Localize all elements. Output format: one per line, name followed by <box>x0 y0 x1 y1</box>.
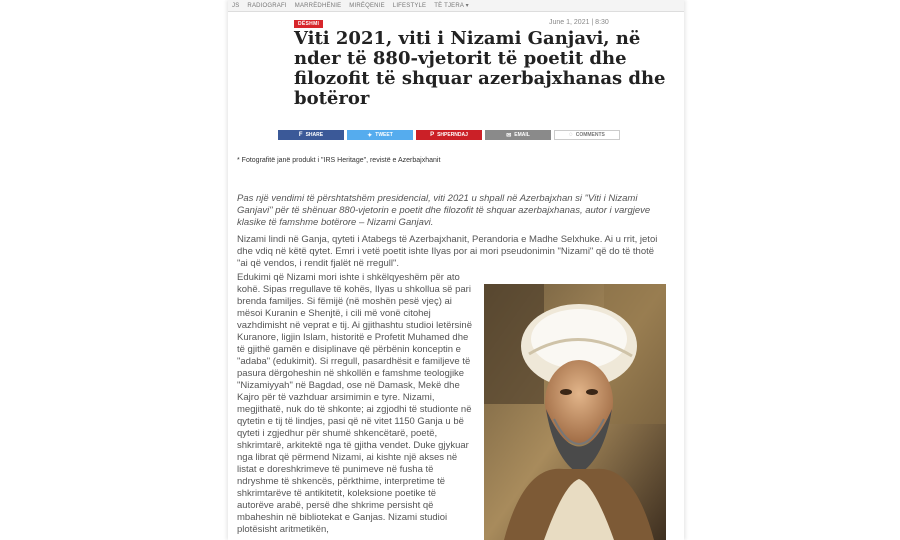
email-icon: ✉ <box>506 132 512 139</box>
nav-item-js[interactable]: JS <box>232 2 240 9</box>
pinterest-share-label: SHPERNDAJ <box>437 132 468 138</box>
nav-item-marredhenie[interactable]: MARRËDHËNIE <box>294 2 342 9</box>
comments-label: COMMENTS <box>575 132 605 138</box>
email-share-label: EMAIL <box>514 132 530 138</box>
nav-item-lifestyle[interactable]: LIFESTYLE <box>392 2 427 9</box>
nav-item-radiografi[interactable]: RADIOGRAFI <box>247 2 287 9</box>
facebook-share-button[interactable] <box>278 130 344 140</box>
article-paragraph-2: Edukimi që Nizami mori ishte i shkëlqyeshëm për ato kohë. Sipas rregullave të kohës, Ilyas u shkollua së pari brenda familjes. Si fëmijë (në moshën pesë vjeç) ai mësoi Kuranin e Shenjtë, i cili më vonë citohej vazhdimisht në veprat e tij. Ai gjithashtu studioi letërsinë Kuranore, ligjin Islam, historitë e Profetit Muhamed dhe të gjithë gamën e disiplinave që përbënin konceptin e "adaba" (edukimit). Si rregull, pasardhësit e familjeve të pasura dërgoheshin në shkollën e famshme teologjike "Nizamiyyah" në Bagdad, ose në Damask, Mekë dhe Kajro për të vazhduar arsimimin e tyre. Nizami, megjithatë, nuk do të shkonte; ai zgjodhi të studionte në qytetin e tij të lindjes, pasi që në vitet 1150 Ganja u bë qyteti i zgjedhur për shumë shkencëtarë, poetë, shkrimtarë, arkitektë nga të gjitha vendet. Duke gjykuar nga librat që përmend Nizami, ai kishte një akses në listat e doreshkrimeve të punimeve në fusha të ndryshme të shkencës, përkthime, interpretime të shkrimtarëve të antikitetit, koleksione poetike të autorëve arabë, persë dhe shkrime persisht që mbaheshin në bibliotekat e Ganjas. Nizami studioi plotësisht aritmetikën, <box>237 272 472 535</box>
comments-button[interactable] <box>554 130 620 140</box>
nav-item-mireqenie[interactable]: MIRËQENIE <box>349 2 385 9</box>
facebook-share-label: SHARE <box>305 132 324 138</box>
twitter-icon: ✦ <box>367 132 373 139</box>
article-intro: Pas një vendimi të përshtatshëm presidencial, viti 2021 u shpall në Azerbajxhan si "Viti i Nizami Ganjavi" për të shënuar 880-vjetorin e poetit dhe filozofit të shquar azerbajxhanas, autor i vargjeve klasike të famshme botërore – Nizami Ganjavi. <box>237 193 651 228</box>
email-share-button[interactable] <box>485 130 551 140</box>
top-navigation <box>228 0 684 12</box>
pinterest-icon: P <box>430 132 435 138</box>
twitter-share-button[interactable] <box>347 130 413 140</box>
pinterest-share-button[interactable] <box>416 130 482 140</box>
share-bar <box>278 130 620 140</box>
nizami-portrait-image <box>484 284 666 540</box>
article-paragraph-1: Nizami lindi në Ganja, qyteti i Atabegs të Azerbajxhanit, Perandoria e Madhe Selxhuke. Ai u rrit, jetoi dhe vdiq në këtë qytet. Emri i vetë poetit ishte Ilyas por ai mori pseudonimin "Nizami" që do të thotë "ai që vendos, i rendit fjalët në rregull". <box>237 234 658 269</box>
article-title: Viti 2021, viti i Nizami Ganjavi, në nder të 880-vjetorit të poetit dhe filozofit të shquar azerbajxhanas dhe botëror <box>294 28 666 109</box>
twitter-share-label: TWEET <box>375 132 393 138</box>
article-date: June 1, 2021 | 8:30 <box>549 19 609 26</box>
photo-credit-note: * Fotografitë janë produkt i "IRS Heritage", revistë e Azerbajxhanit <box>237 157 441 164</box>
category-badge[interactable]: DËSHMI <box>294 20 323 28</box>
comment-icon: ◌ <box>569 132 573 138</box>
facebook-icon: F <box>298 132 303 138</box>
nav-item-te-tjera[interactable]: TË TJERA ▾ <box>434 3 469 9</box>
